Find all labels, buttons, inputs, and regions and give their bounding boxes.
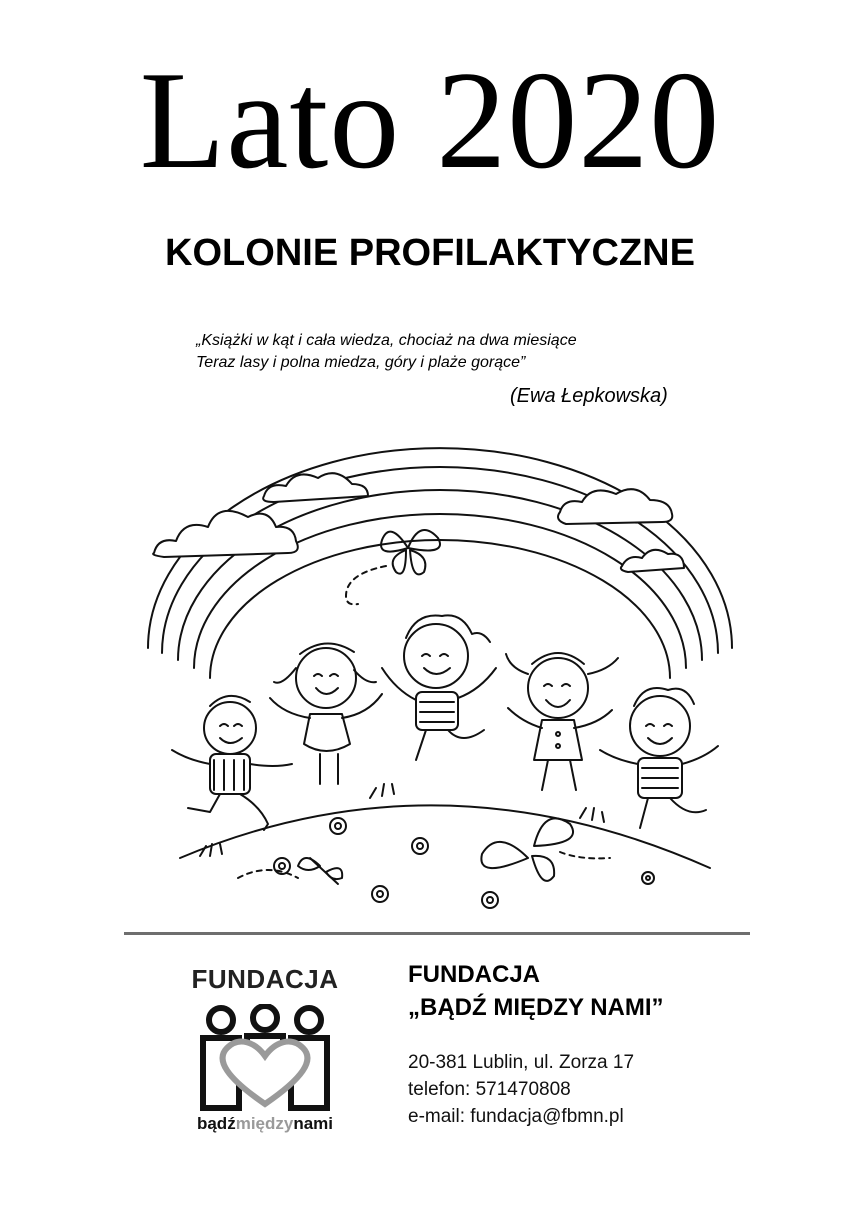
butterfly-icon — [481, 818, 610, 881]
quote — [196, 330, 716, 374]
divider — [124, 932, 750, 935]
quote-author: (Ewa Łepkowska) — [510, 385, 668, 407]
organization-name-line-2: „BĄDŹ MIĘDZY NAMI” — [408, 994, 664, 1021]
logo-word-1: bądź — [196, 1114, 236, 1133]
quote-line-2: Teraz lasy i polna miedza, góry i plaże gorące” — [196, 354, 526, 371]
address: 20-381 Lublin, ul. Zorza 17 — [408, 1052, 635, 1073]
child-1-icon — [172, 696, 292, 830]
phone: telefon: 571470808 — [408, 1079, 571, 1100]
flower-icon — [274, 818, 654, 908]
page-subtitle: KOLONIE PROFILAKTYCZNE — [165, 232, 695, 274]
dragonfly-icon — [238, 858, 342, 884]
logo-word-2: między — [235, 1114, 294, 1133]
quote-line-1: „Książki w kąt i cała wiedza, chociaż na dwa miesiące — [196, 332, 577, 349]
children-jumping-under-rainbow-icon — [140, 438, 740, 918]
logo-bottom-text — [165, 1114, 365, 1134]
organization-name — [408, 958, 664, 1024]
hill-icon — [180, 784, 710, 868]
page-title: Lato 2020 — [139, 43, 721, 198]
logo-word-3: nami — [293, 1114, 334, 1133]
child-5-icon — [600, 688, 718, 828]
child-3-icon — [382, 615, 496, 760]
organization-name-line-1: FUNDACJA — [408, 961, 540, 988]
child-4-icon — [506, 653, 618, 790]
child-2-icon — [270, 643, 382, 784]
email-link[interactable]: e-mail: fundacja@fbmn.pl — [408, 1106, 624, 1127]
logo-top-text: FUNDACJA — [191, 964, 339, 994]
foundation-logo — [165, 958, 365, 1148]
family-heart-logo-icon — [197, 1004, 333, 1112]
contact-info — [408, 1049, 634, 1130]
